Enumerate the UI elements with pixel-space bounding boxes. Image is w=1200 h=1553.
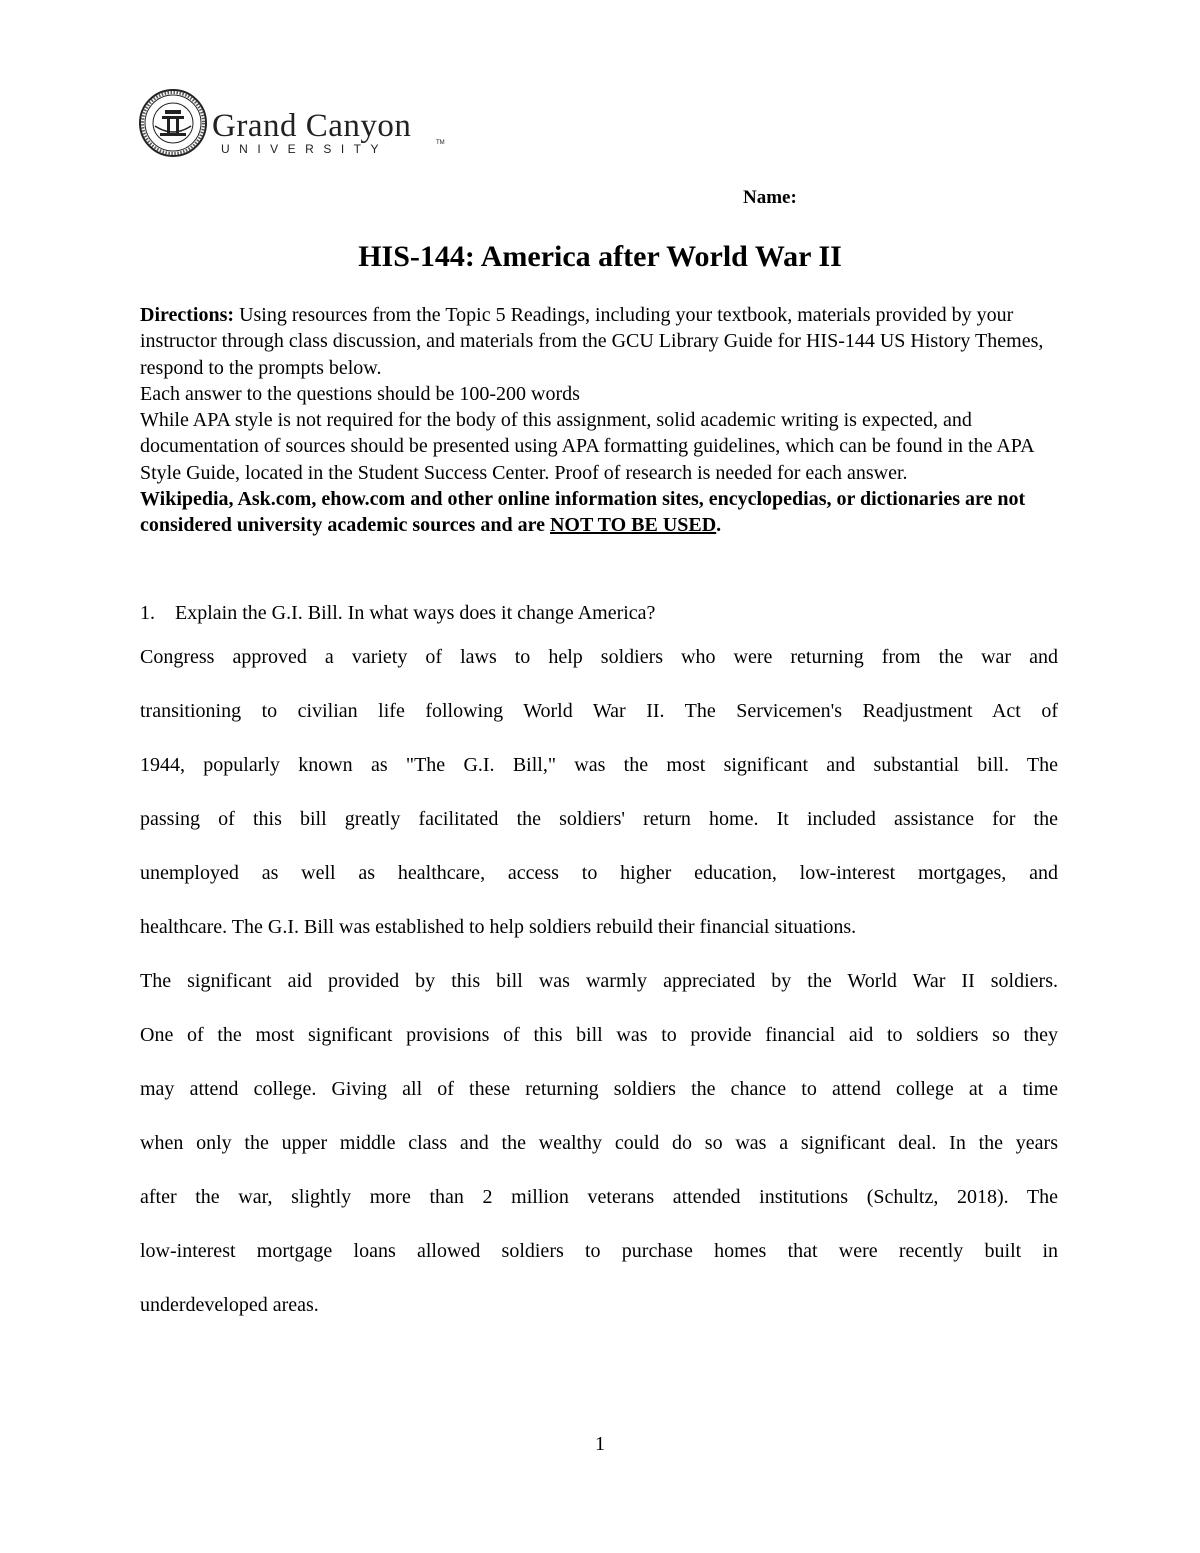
logo-subtitle: UNIVERSITY xyxy=(221,142,389,156)
answer-line: One of the most significant provisions of this bill was to provide financial aid to soldiers so they xyxy=(140,1024,1058,1046)
university-logo xyxy=(138,88,468,164)
warning-text: Wikipedia, Ask.com, ehow.com and other online information sites, encyclopedias, or dictionaries are not considered university academic sources and are xyxy=(140,488,1026,537)
question-1 xyxy=(140,600,655,626)
answer-line: transitioning to civilian life following World War II. The Servicemen's Readjustment Act of xyxy=(140,700,1058,722)
answer-line: when only the upper middle class and the wealthy could do so was a significant deal. In the years xyxy=(140,1132,1058,1154)
question-number: 1. xyxy=(140,602,155,624)
answer-line: underdeveloped areas. xyxy=(140,1294,319,1316)
logo-trademark: TM xyxy=(436,140,445,146)
answer-line: 1944, popularly known as "The G.I. Bill," was the most significant and substantial bill. The xyxy=(140,754,1058,776)
directions-text-2: Each answer to the questions should be 100-200 words xyxy=(140,382,580,405)
document-title: HIS-144: America after World War II xyxy=(358,240,842,273)
directions-paragraph-1 xyxy=(140,302,1065,381)
answer-line: after the war, slightly more than 2 million veterans attended institutions (Schultz, 2018). The xyxy=(140,1186,1058,1208)
directions-text-1: Using resources from the Topic 5 Readings, including your textbook, materials provided by your instructor through class discussion, and materials from the GCU Library Guide for HIS-144 US History Themes, respond to the prompts below. xyxy=(140,304,1044,379)
answer-line: unemployed as well as healthcare, access to higher education, low-interest mortgages, and xyxy=(140,862,1058,884)
name-label: Name: xyxy=(743,187,797,208)
answer-line: Congress approved a variety of laws to help soldiers who were returning from the war and xyxy=(140,646,1058,668)
answer-line: may attend college. Giving all of these returning soldiers the chance to attend college at a time xyxy=(140,1078,1058,1100)
directions-text-3: While APA style is not required for the body of this assignment, solid academic writing is expected, and documentation of sources should be presented using APA formatting guidelines, which can be found in the APA Style Guide, located in the Student Success Center. Proof of research is needed for each answer. xyxy=(140,409,1034,484)
warning-emphasis: NOT TO BE USED xyxy=(549,514,717,537)
university-seal-icon xyxy=(138,88,208,158)
directions-warning xyxy=(140,486,1065,539)
directions-block xyxy=(140,302,1065,539)
answer-line: passing of this bill greatly facilitated the soldiers' return home. It included assistance for the xyxy=(140,808,1058,830)
page-number: 1 xyxy=(595,1433,605,1455)
warning-end: . xyxy=(716,514,722,537)
answer-line: healthcare. The G.I. Bill was established to help soldiers rebuild their financial situations. xyxy=(140,916,857,938)
logo-wordmark: Grand Canyon xyxy=(212,108,412,144)
answer-line: The significant aid provided by this bill was warmly appreciated by the World War II soldiers. xyxy=(140,970,1058,992)
answer-line: low-interest mortgage loans allowed soldiers to purchase homes that were recently built in xyxy=(140,1240,1058,1262)
question-text: Explain the G.I. Bill. In what ways does it change America? xyxy=(175,602,656,624)
directions-label: Directions: xyxy=(140,304,235,326)
answer-1 xyxy=(140,630,1058,1332)
